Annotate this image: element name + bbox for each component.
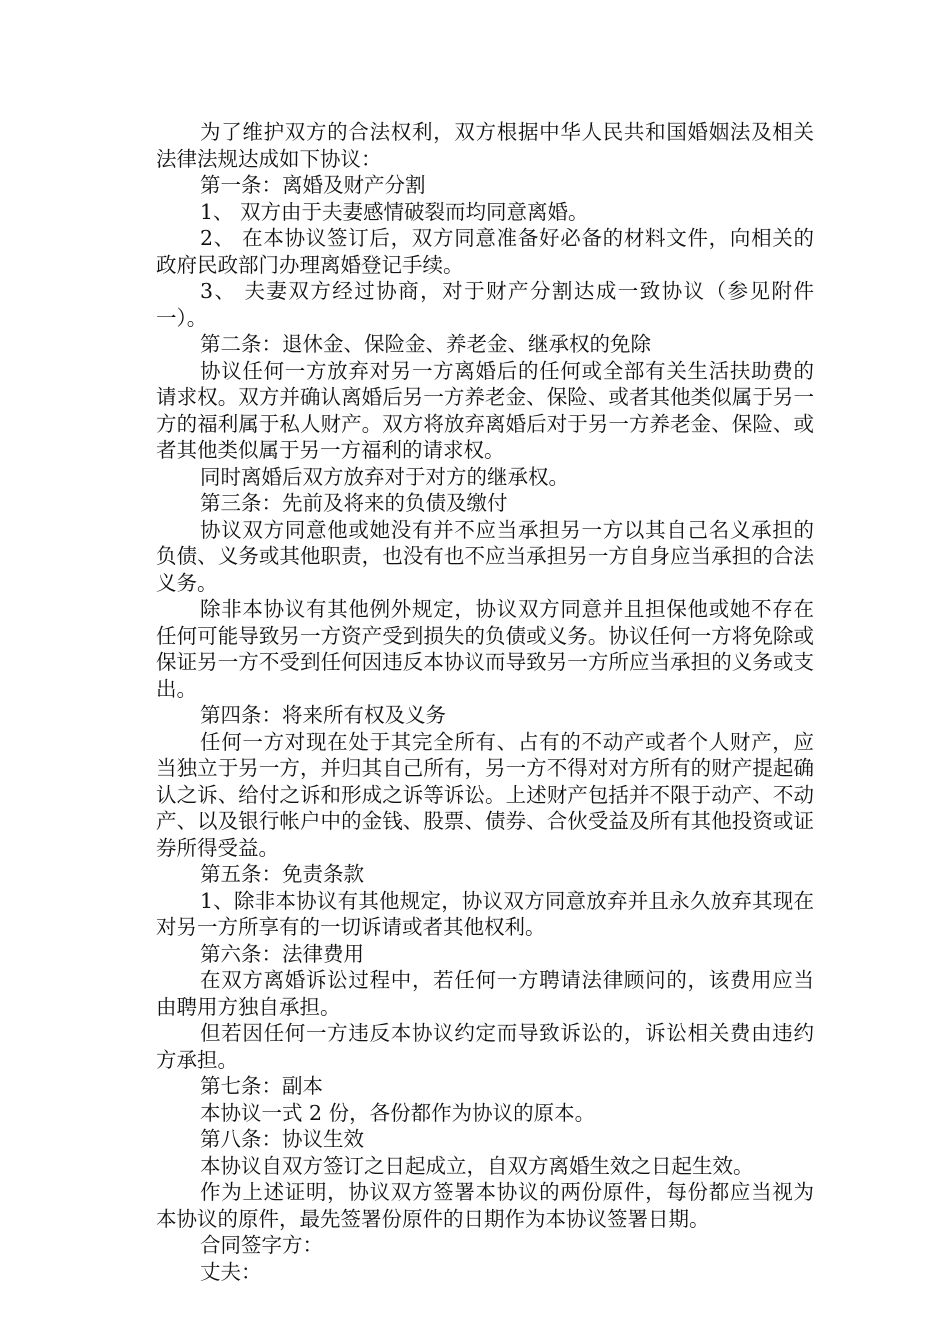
document-body <box>156 119 814 1285</box>
article-6-heading: 第六条：法律费用 <box>200 941 364 966</box>
article-1-item-1: 1、 双方由于夫妻感情破裂而均同意离婚。 <box>200 199 589 224</box>
article-4-heading: 第四条：将来所有权及义务 <box>200 703 446 727</box>
article-1-heading: 第一条：离婚及财产分割 <box>200 173 426 197</box>
article-2-heading: 第二条：退休金、保险金、养老金、继承权的免除 <box>200 332 651 356</box>
article-6-paragraph-1: 在双方离婚诉讼过程中，若任何一方聘请法律顾问的，该费用应当由聘用方独自承担。 <box>156 968 814 1019</box>
article-5-heading: 第五条：免责条款 <box>200 862 364 886</box>
article-3-heading: 第三条：先前及将来的负债及缴付 <box>200 491 508 515</box>
article-3-paragraph-2: 除非本协议有其他例外规定，协议双方同意并且担保他或她不存在任何可能导致另一方资产受到损失的负债或义务。协议任何一方将免除或保证另一方不受到任何因违反本协议而导致另一方所应当承担的义务或支出。 <box>156 597 814 701</box>
article-7-paragraph-1: 本协议一式 2 份，各份都作为协议的原本。 <box>200 1100 596 1125</box>
article-7-heading: 第七条：副本 <box>200 1074 323 1098</box>
article-6-paragraph-2: 但若因任何一方违反本协议约定而导致诉讼的，诉讼相关费由违约方承担。 <box>156 1021 814 1072</box>
article-2-paragraph-1: 协议任何一方放弃对另一方离婚后的任何或全部有关生活扶助费的请求权。双方并确认离婚后另一方养老金、保险、或者其他类似属于另一方的福利属于私人财产。双方将放弃离婚后对于另一方养老金、保险、或者其他类似属于另一方福利的请求权。 <box>156 358 814 462</box>
paragraph-preamble: 为了维护双方的合法权利，双方根据中华人民共和国婚姻法及相关法律法规达成如下协议： <box>156 120 814 171</box>
article-8-heading: 第八条：协议生效 <box>200 1127 364 1151</box>
article-8-paragraph-1: 本协议自双方签订之日起成立，自双方离婚生效之日起生效。 <box>200 1153 754 1178</box>
article-5-item-1: 1、除非本协议有其他规定，协议双方同意放弃并且永久放弃其现在对另一方所享有的一切诉请或者其他权利。 <box>156 888 814 939</box>
article-2-paragraph-2: 同时离婚后双方放弃对于对方的继承权。 <box>200 464 569 489</box>
article-1-item-3: 3、 夫妻双方经过协商，对于财产分割达成一致协议（参见附件一）。 <box>156 279 814 330</box>
article-4-paragraph-1: 任何一方对现在处于其完全所有、占有的不动产或者个人财产，应当独立于另一方，并归其自己所有，另一方不得对对方所有的财产提起确认之诉、给付之诉和形成之诉等诉讼。上述财产包括并不限于动产、不动产、以及银行帐户中的金钱、股票、债券、合伙受益及所有其他投资或证券所得受益。 <box>156 729 814 860</box>
article-1-item-2: 2、 在本协议签订后，双方同意准备好必备的材料文件，向相关的政府民政部门办理离婚登记手续。 <box>156 226 814 277</box>
article-3-paragraph-1: 协议双方同意他或她没有并不应当承担另一方以其自己名义承担的负债、义务或其他职责，也没有也不应当承担另一方自身应当承担的合法义务。 <box>156 517 814 595</box>
husband-signature-label: 丈夫： <box>200 1259 262 1284</box>
signatories-label: 合同签字方： <box>200 1233 323 1257</box>
witness-statement: 作为上述证明，协议双方签署本协议的两份原件，每份都应当视为本协议的原件，最先签署份原件的日期作为本协议签署日期。 <box>156 1180 814 1231</box>
